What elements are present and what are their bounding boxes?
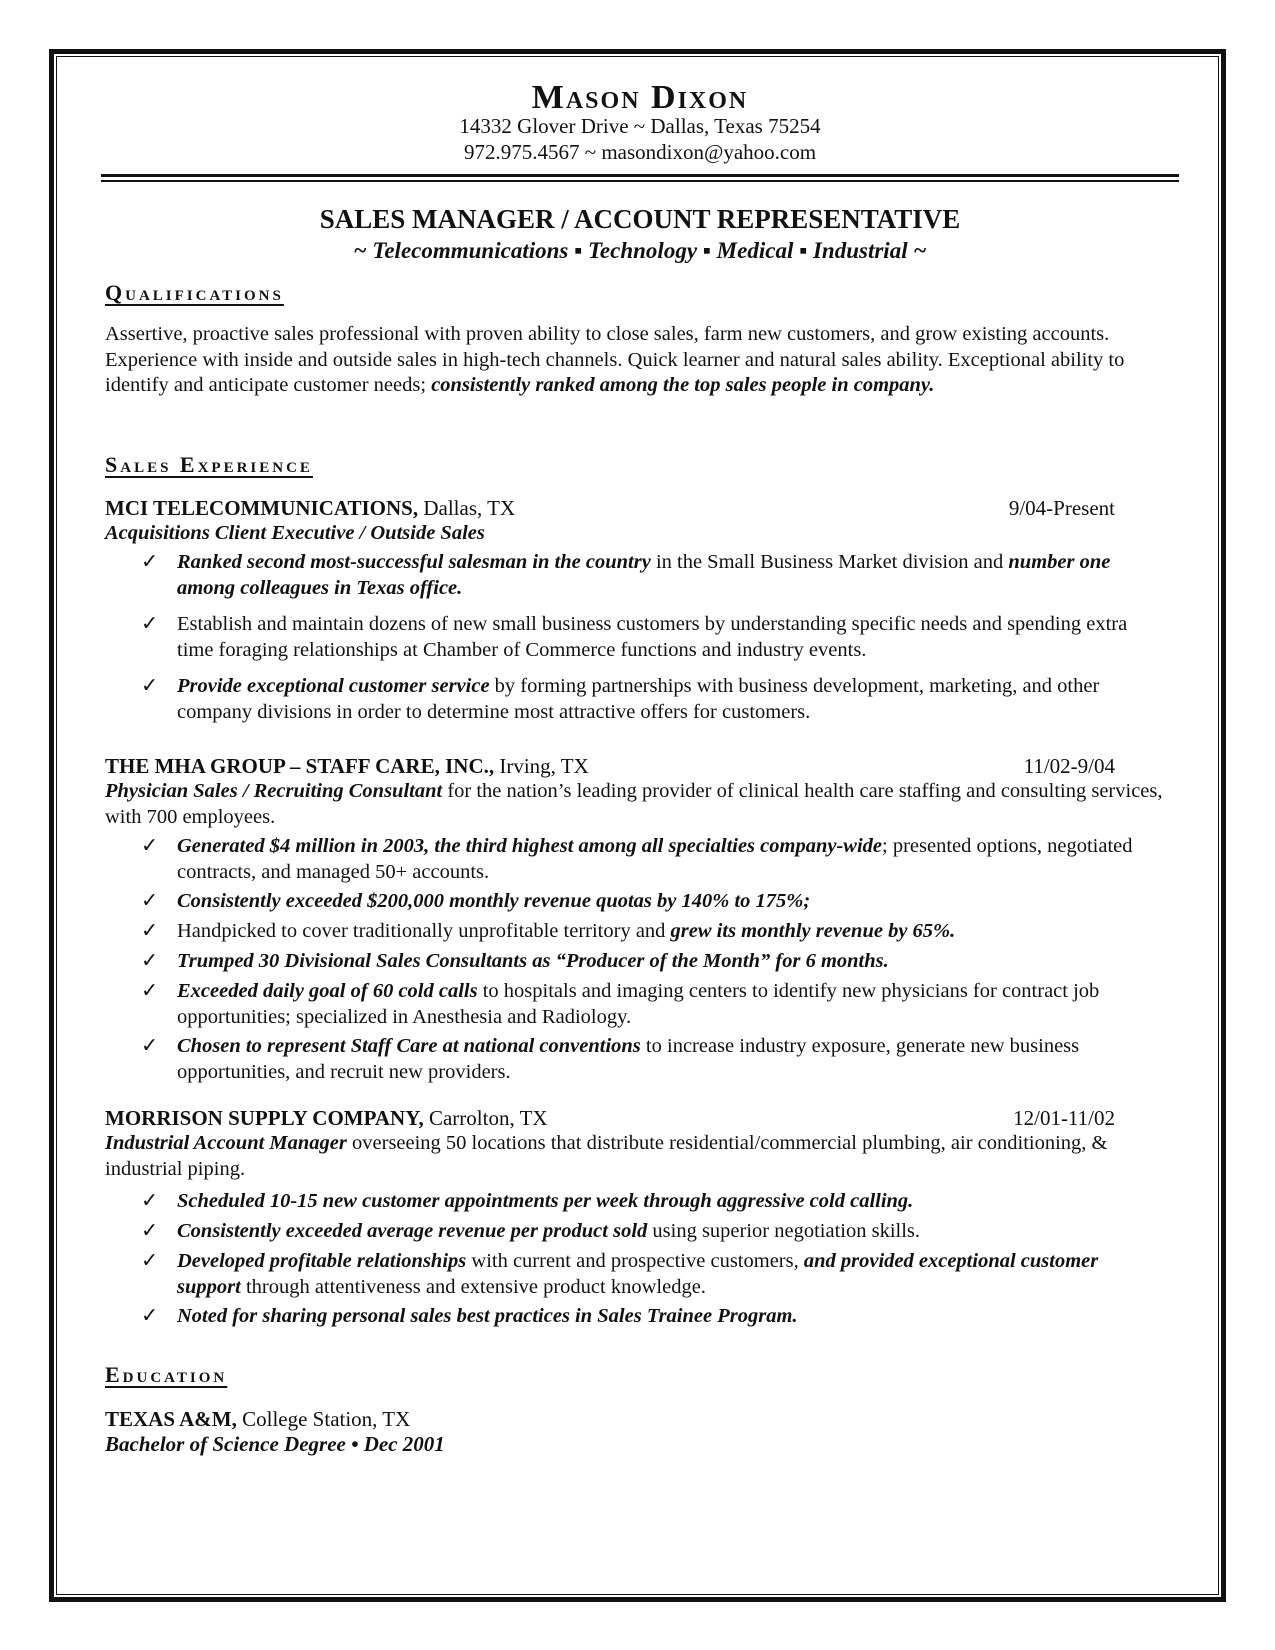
list-item: ✓ Generated $4 million in 2003, the third highest among all specialties company-wide; presented options, negotiated contracts, and managed 50+ accounts. [141, 835, 1133, 883]
job-role: Acquisitions Client Executive / Outside Sales [105, 522, 485, 544]
checkmark-icon: ✓ [141, 1305, 159, 1327]
checkmark-icon: ✓ [141, 890, 159, 912]
company-name: THE MHA GROUP – STAFF CARE, INC., [105, 754, 495, 778]
industry-fields: ~ Telecommunications ▪ Technology ▪ Medical ▪ Industrial ~ [353, 238, 927, 263]
checkmark-icon: ✓ [141, 950, 159, 972]
list-item: ✓ Exceeded daily goal of 60 cold calls to hospitals and imaging centers to identify new physicians for contract job opportunities; specialized in Anesthesia and Radiology. [141, 980, 1100, 1028]
checkmark-icon: ✓ [141, 980, 159, 1002]
job-dates: 9/04-Present [1008, 496, 1115, 520]
list-item: ✓ Trumped 30 Divisional Sales Consultants as “Producer of the Month” for 6 months. [141, 949, 1151, 975]
list-item: ✓ Consistently exceeded $200,000 monthly revenue quotas by 140% to 175%; [141, 889, 1151, 915]
list-item: ✓ Consistently exceeded average revenue per product sold using superior negotiation skills. [141, 1219, 1151, 1245]
job-company-line [105, 1106, 548, 1131]
school-location: College Station, TX [236, 1407, 411, 1431]
company-name: MCI TELECOMMUNICATIONS, [105, 496, 419, 520]
qualifications-text: Assertive, proactive sales professional with proven ability to close sales, farm new customers, and grow existing accounts. Experience with inside and outside sales in high-tech channels. Quick learner and natural sales ability. Exceptional ability to identify and anticipate customer needs; [105, 323, 1125, 396]
education-degree: Bachelor of Science Degree • Dec 2001 [105, 1432, 445, 1456]
company-location: Dallas, TX [418, 496, 516, 520]
list-item: ✓ Developed profitable relationships with current and prospective customers, and provided exceptional customer support through attentiveness and extensive product knowledge. [141, 1250, 1099, 1298]
checkmark-icon: ✓ [141, 551, 159, 573]
checkmark-icon: ✓ [141, 1250, 159, 1272]
list-item: ✓ Provide exceptional customer service by forming partnerships with business development, marketing, and other company divisions in order to determine most attractive offers for customers. [141, 675, 1100, 723]
header-rule-thin [101, 180, 1179, 182]
checkmark-icon: ✓ [141, 835, 159, 857]
job-title: SALES MANAGER / ACCOUNT REPRESENTATIVE [319, 204, 961, 234]
section-heading-education: Education [105, 1362, 228, 1387]
header-rule-thick [101, 174, 1179, 177]
list-item: ✓ Handpicked to cover traditionally unprofitable territory and grew its monthly revenue by 65%. [141, 919, 1151, 945]
company-location: Carrolton, TX [423, 1106, 548, 1130]
list-item: ✓ Ranked second most-successful salesman in the country in the Small Business Market division and number one among colleagues in Texas office. [141, 551, 1111, 599]
list-item: ✓ Chosen to represent Staff Care at national conventions to increase industry exposure, generate new business opportunities, and recruit new providers. [141, 1035, 1080, 1083]
checkmark-icon: ✓ [141, 1190, 159, 1212]
job-role: Industrial Account Manager overseeing 50 locations that distribute residential/commercial plumbing, air conditioning, & industrial piping. [105, 1132, 1108, 1180]
checkmark-icon: ✓ [141, 1220, 159, 1242]
contact-line: 972.975.4567 ~ masondixon@yahoo.com [463, 140, 817, 164]
list-item: ✓ Noted for sharing personal sales best practices in Sales Trainee Program. [141, 1304, 1151, 1330]
qualifications-summary [105, 322, 1165, 399]
checkmark-icon: ✓ [141, 613, 159, 635]
address-line: 14332 Glover Drive ~ Dallas, Texas 75254 [459, 114, 821, 138]
school-name: TEXAS A&M, [105, 1407, 237, 1431]
education-school-line [105, 1407, 410, 1432]
job-dates: 12/01-11/02 [1013, 1106, 1115, 1130]
list-item: ✓ Scheduled 10-15 new customer appointments per week through aggressive cold calling. [141, 1189, 1151, 1215]
checkmark-icon: ✓ [141, 675, 159, 697]
job-role: Physician Sales / Recruiting Consultant for the nation’s leading provider of clinical health care staffing and consulting services, with 700 employees. [105, 780, 1163, 828]
qualifications-emphasis: consistently ranked among the top sales people in company. [431, 374, 935, 396]
checkmark-icon: ✓ [141, 920, 159, 942]
list-item: ✓ Establish and maintain dozens of new small business customers by understanding specific needs and spending extra time foraging relationships at Chamber of Commerce functions and industry events. [141, 613, 1128, 661]
candidate-name: Mason Dixon [531, 79, 749, 116]
checkmark-icon: ✓ [141, 1035, 159, 1057]
company-name: MORRISON SUPPLY COMPANY, [105, 1106, 424, 1130]
job-company-line [105, 496, 515, 521]
company-location: Irving, TX [494, 754, 589, 778]
section-heading-qualifications: Qualifications [105, 280, 284, 305]
job-company-line [105, 754, 589, 779]
job-dates: 11/02-9/04 [1023, 754, 1115, 778]
section-heading-experience: Sales Experience [105, 452, 313, 477]
